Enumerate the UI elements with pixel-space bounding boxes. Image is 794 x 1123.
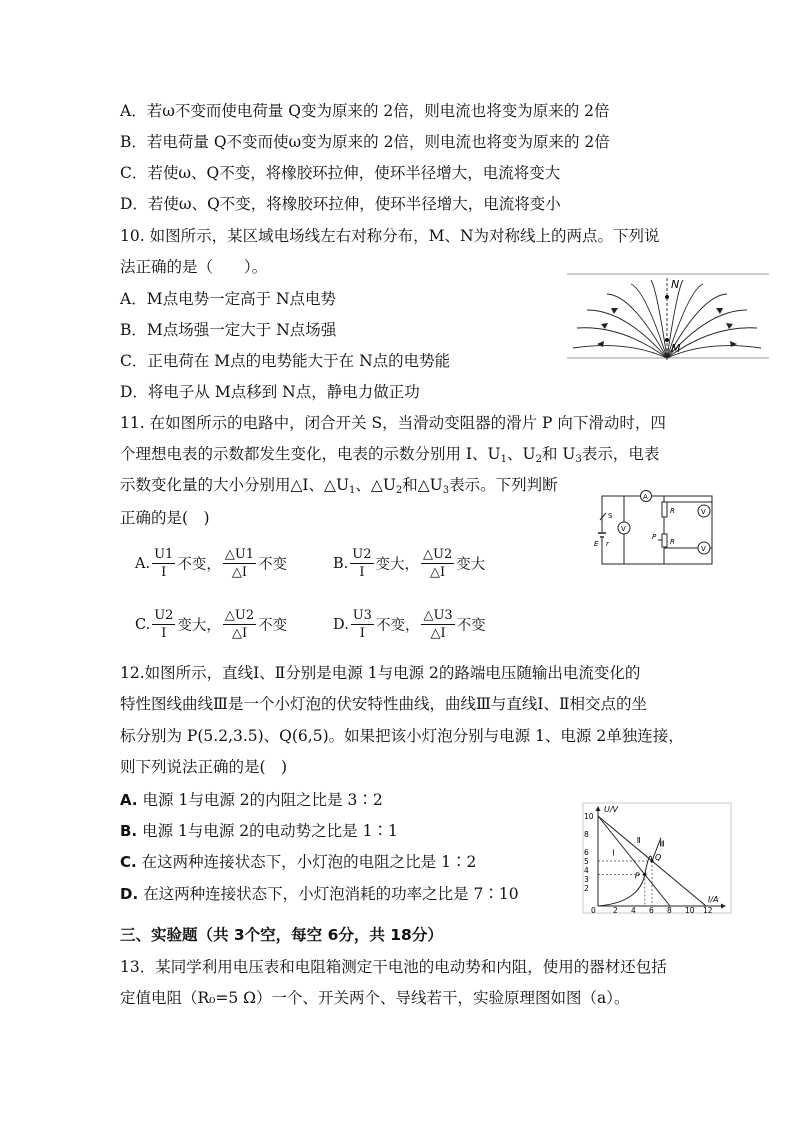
voltmeter-v3-label: V [621,525,626,533]
q9-option-b: B．若电荷量 Q不变而使ω变为原来的 2倍，则电流也将变为原来的 2倍 [120,133,610,151]
q10-stem-line2: 法正确的是（ ）。 [120,258,268,276]
point-q-label: Q [655,853,662,862]
q12-plot-area [584,812,713,914]
q10-label-n: N [671,278,680,291]
q10-label-m: M [671,342,681,355]
point-p-label: P [634,871,640,881]
x-tick-label: 6 [649,906,654,914]
q9-option-d: D．若使ω、Q不变，将橡胶环拉伸，使环半径增大，电流将变小 [120,195,561,213]
slider-p-label: P [652,533,657,541]
q12-option-b: B. 电源 1与电源 2的电动势之比是 1∶1 [120,822,398,840]
x-tick-label: 10 [685,906,695,914]
q13-stem-line1: 13．某同学利用电压表和电阻箱测定干电池的电动势和内阻，使用的器材还包括 [120,958,667,976]
q11-option-b: B. $\frac{U2}{I}$ 变大， $\frac{\triangle U2}{\triangle I}$ 变大 [333,547,486,580]
y-tick-label: 6 [584,848,589,857]
line-ii-label: Ⅱ [636,836,641,845]
internal-r-label: r [606,540,609,548]
x-axis-label: I/A [708,895,719,904]
point-p [643,873,646,876]
r1-label: R [670,507,675,515]
q11-stem-line4: 正确的是( ) [120,509,210,527]
y-tick-label: 10 [584,812,594,821]
q12-option-d: D. 在这两种连接状态下，小灯泡消耗的功率之比是 7∶10 [120,885,519,903]
voltmeter-v2-label: V [701,545,706,553]
point-q [650,859,653,862]
q10-stem-line1: 10. 如图所示，某区域电场线左右对称分布，M、N为对称线上的两点。下列说 [120,227,660,245]
x-tick-label: 4 [631,906,636,914]
q12-option-c: C. 在这两种连接状态下，小灯泡的电阻之比是 1∶2 [120,853,477,871]
q10-option-b: B．M点场强一定大于 N点场强 [120,321,337,339]
q11-stem-line1: 11. 在如图所示的电路中，闭合开关 S，当滑动变阻器的滑片 P 向下滑动时，四 [120,414,666,432]
q11-option-a: A. $\frac{U1}{I}$ 不变， $\frac{\triangle U1}{\triangle I}$ 不变 [135,547,288,580]
r2-label: R [670,538,675,546]
voltmeter-v1-label: V [701,508,706,516]
q12-stem-line4: 则下列说法正确的是( ) [120,758,288,776]
switch-label: S [608,512,613,520]
q11-option-d: D. $\frac{U3}{I}$ 不变， $\frac{\triangle U3}{\triangle I}$ 不变 [333,608,486,641]
y-axis-label: U/V [604,805,619,814]
x-tick-label: 12 [703,906,713,914]
curve-iii-label: Ⅲ [659,839,665,849]
lamp-curve [598,838,661,906]
y-tick-label: 8 [584,830,589,839]
q10-option-c: C．正电荷在 M点的电势能大于在 N点的电势能 [120,352,451,370]
x-tick-label: 8 [667,906,672,914]
q12-ui-graph [582,802,732,914]
q11-stem-line2: 个理想电表的示数都发生变化，电表的示数分别用 I、$U_1$、$U_2$和 $U_3$表示，电表 [120,445,660,465]
q9-option-c: C．若使ω、Q不变，将橡胶环拉伸，使环半径增大，电流将变大 [120,164,561,182]
origin-label: 0 [591,906,596,914]
q13-stem-line2: 定值电阻（R₀=5 Ω）一个、开关两个、导线若干，实验原理图如图（a）。 [120,989,630,1007]
emf-label: E [594,540,599,548]
y-tick-label: 3 [584,875,589,884]
q11-circuit-figure [594,488,720,568]
q12-option-a: A. 电源 1与电源 2的内阻之比是 3∶2 [120,791,383,809]
q11-option-c: C. $\frac{U2}{I}$ 变大， $\frac{\triangle U2}{\triangle I}$ 不变 [135,608,288,641]
q12-stem-line1: 12.如图所示，直线Ⅰ、Ⅱ分别是电源 1与电源 2的路端电压随输出电流变化的 [120,664,641,682]
ammeter-label: A [643,493,648,501]
q12-stem-line2: 特性图线曲线Ⅲ是一个小灯泡的伏安特性曲线，曲线Ⅲ与直线Ⅰ、Ⅱ相交点的坐 [120,695,648,713]
line-i-label: Ⅰ [612,848,615,858]
q10-option-d: D．将电子从 M点移到 N点，静电力做正功 [120,383,420,401]
y-tick-label: 2 [584,884,589,893]
q9-option-a: A．若ω不变而使电荷量 Q变为原来的 2倍，则电流也将变为原来的 2倍 [120,102,610,120]
q10-option-a: A．M点电势一定高于 N点电势 [120,290,337,308]
q10-field-lines-figure [567,270,769,362]
y-tick-label: 4 [584,866,589,875]
y-tick-label: 5 [584,857,589,866]
q11-stem-line3: 示数变化量的大小分别用△I、$\triangle U_1$、$\triangle U_2$和$\triangle U_3$表示。下列判断 [120,476,558,496]
q12-stem-line3: 标分别为 P(5.2,3.5)、Q(6,5)。如果把该小灯泡分别与电源 1、电源 2单独连接， [120,727,684,745]
x-tick-label: 2 [613,906,618,914]
section-3-heading: 三、实验题（共 3个空，每空 6分，共 18分） [120,926,443,944]
